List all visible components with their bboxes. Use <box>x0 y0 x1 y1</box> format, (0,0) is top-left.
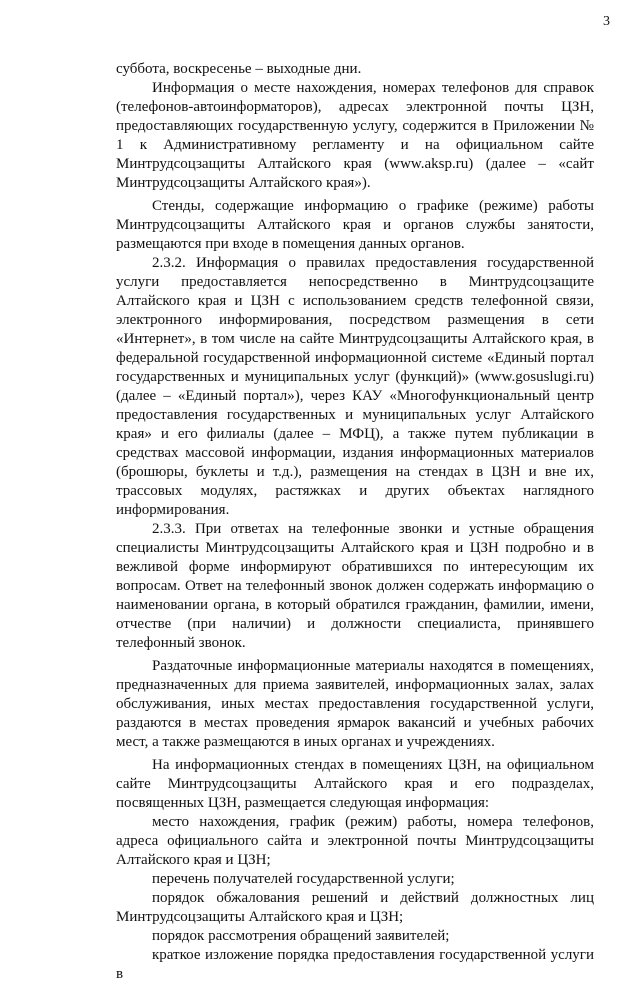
paragraph-handout-materials: Раздаточные информационные материалы находятся в помещениях, предназначенных для приема заявителей, информационных залах, залах обслуживания, иных местах предоставления государственной услуги, раздаются в местах проведения ярмарок вакансий и учебных рабочих мест, а также размещаются в иных органах и учреждениях. <box>116 658 594 750</box>
list-item-recipients: перечень получателей государственной услуги; <box>152 871 455 887</box>
list-item-location-schedule: место нахождения, график (режим) работы, номера телефонов, адреса официального сайта и электронной почты Минтрудсоцзащиты Алтайского края и ЦЗН; <box>116 814 594 868</box>
paragraph-info-stands-intro: На информационных стендах в помещениях ЦЗН, на официальном сайте Минтрудсоцзащиты Алтайского края и его подразделах, посвященных ЦЗН, размещается следующая информация: <box>116 757 594 811</box>
list-item-service-summary: краткое изложение порядка предоставления государственной услуги в <box>116 947 594 982</box>
paragraph-weekend-note: суббота, воскресенье – выходные дни. <box>116 61 362 77</box>
paragraph-contact-info: Информация о месте нахождения, номерах телефонов для справок (телефонов-автоинформаторов), адресах электронной почты ЦЗН, предоставляющих государственную услугу, содержится в Приложении № 1 к Административному регламенту и на официальном сайте Минтрудсоцзащиты Алтайского края (www.aksp.ru) (далее – «сайт Минтрудсоцзащиты Алтайского края»). <box>116 80 594 191</box>
paragraph-section-2-3-3: 2.3.3. При ответах на телефонные звонки и устные обращения специалисты Минтрудсоцзащиты Алтайского края и ЦЗН подробно и в вежливой форме информируют обратившихся по интересующим их вопросам. Ответ на телефонный звонок должен содержать информацию о наименовании органа, в который обратился гражданин, фамилии, имени, отчестве (при наличии) и должности специалиста, принявшего телефонный звонок. <box>116 521 594 651</box>
list-item-review-procedure: порядок рассмотрения обращений заявителей; <box>152 928 450 944</box>
page-number: 3 <box>603 14 610 29</box>
list-item-appeal-procedure: порядок обжалования решений и действий должностных лиц Минтрудсоцзащиты Алтайского края и ЦЗН; <box>116 890 594 925</box>
paragraph-section-2-3-2: 2.3.2. Информация о правилах предоставления государственной услуги предоставляется непосредственно в Минтрудсоцзащите Алтайского края и ЦЗН с использованием средств телефонной связи, электронного информирования, посредством размещения в сети «Интернет», в том числе на сайте Минтрудсоцзащиты Алтайского края, в федеральной государственной информационной системе «Единый портал государственных и муниципальных услуг (функций)» (www.gosuslugi.ru) (далее – «Единый портал»), через КАУ «Многофункциональный центр предоставления государственных и муниципальных услуг Алтайского края» и его филиалы (далее – МФЦ), а также путем публикации в средствах массовой информации, издания информационных материалов (брошюры, буклеты и т.д.), размещения на стендах в ЦЗН и вне их, трассовых модулях, растяжках и других объектах наглядного информирования. <box>116 255 594 518</box>
paragraph-stands-schedule: Стенды, содержащие информацию о графике (режиме) работы Минтрудсоцзащиты Алтайского края и органов службы занятости, размещаются при входе в помещения данных органов. <box>116 198 594 252</box>
document-body <box>116 60 594 984</box>
